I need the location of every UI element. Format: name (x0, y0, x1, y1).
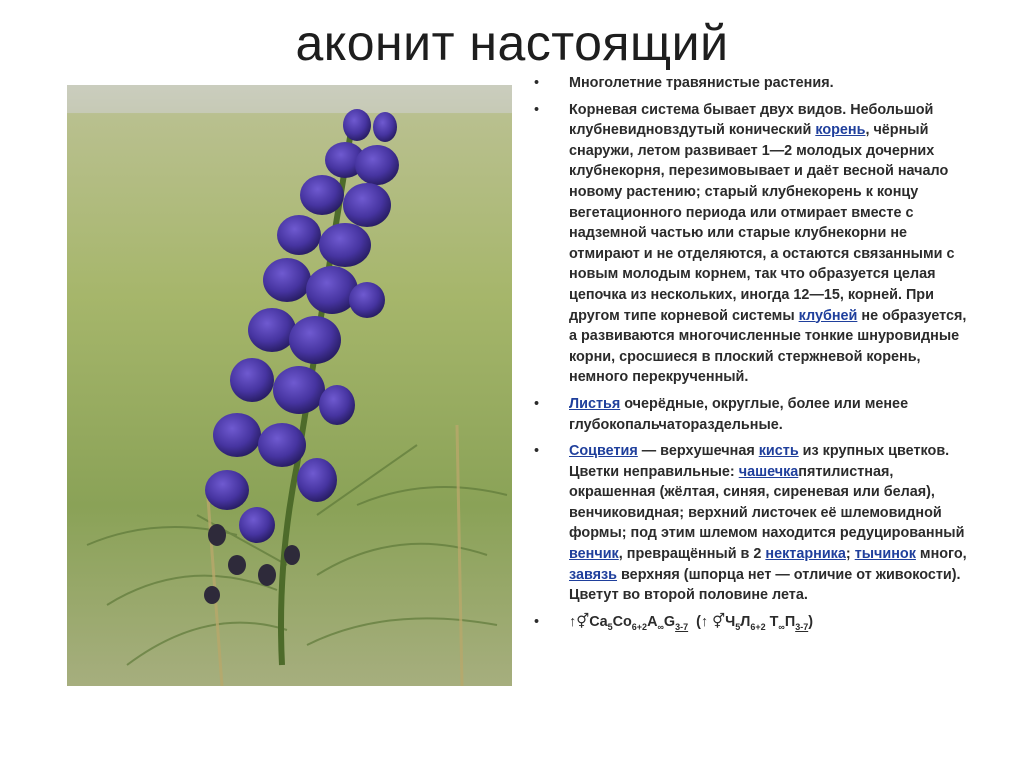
page-title: аконит настоящий (295, 15, 729, 71)
list-item (534, 441, 974, 606)
text-segment: , превращённый в 2 (618, 546, 766, 563)
description-list (534, 73, 974, 643)
formula-sub: 6+2 (750, 621, 766, 632)
link-tychinok[interactable]: тычинок (854, 546, 916, 563)
formula-sub: 6+2 (631, 621, 648, 632)
formula-sub: ∞ (778, 621, 785, 632)
bullet-marker: • (534, 75, 540, 91)
text-segment: верхняя (шпорца нет — отличие от живокости). Цветут во второй половине лета. (569, 566, 961, 604)
formula-part: ) (808, 613, 813, 630)
link-listya[interactable]: Листья (569, 395, 621, 412)
list-item (534, 73, 974, 94)
link-zavyaz[interactable]: завязь (569, 566, 618, 583)
text-segment: очерёдные, округлые, более или менее глубокопальчатораздельные. (569, 395, 909, 433)
text-segment: Многолетние травянистые растения. (569, 75, 834, 91)
formula-sub: 3-7 (675, 621, 689, 632)
link-venchik[interactable]: венчик (569, 546, 619, 563)
flower-formula (534, 612, 974, 637)
link-kist[interactable]: кисть (758, 443, 799, 460)
formula-part: ↑⚥Ca (569, 613, 608, 630)
formula-part: G (663, 613, 676, 630)
text-segment: из крупных цветков. Цветки неправильные: (569, 443, 950, 480)
link-chashechka[interactable]: чашечка (738, 463, 799, 480)
text-segment: — верхушечная (637, 443, 759, 460)
text-segment: ; (845, 546, 855, 563)
text-segment: , чёрный снаружи, летом развивает 1—2 молодых дочерних клубнекорня, перезимовывает и даёт весной начало новому растению; старый клубнекорень к концу вегетационного периода или отмирает вместе с надземной частью или старые клубнекорни не отмирают и не отделяются, а остаются связанными с новым молодым корнем, так что образуется целая цепочка из нескольких, иногда 12—15, корней. При другом типе корневой системы (569, 122, 955, 324)
text-segment: Корневая система бывает двух видов. Небольшой клубневидновздутый конический (569, 101, 934, 139)
formula-part: (↑ ⚥Ч (696, 613, 736, 630)
bullet-marker: • (534, 395, 540, 412)
bullet-marker: • (534, 443, 540, 460)
aconite-photo (67, 85, 512, 686)
formula-sub: ∞ (657, 621, 664, 632)
list-item (534, 394, 974, 435)
formula-part: A (647, 613, 658, 630)
link-koren[interactable]: корень (815, 122, 866, 139)
list-item (534, 100, 974, 388)
bullet-marker: • (534, 101, 540, 118)
text-segment: пятилистная, окрашенная (жёлтая, синяя, сиреневая или белая), венчиковидная; верхний листочек её шлемовидной формы; под этим шлемом находится редуцированный (569, 463, 965, 542)
formula-sub: 5 (735, 621, 741, 632)
bullet-marker: • (534, 613, 540, 630)
link-klubney[interactable]: клубней (798, 307, 858, 324)
formula-part: Co (612, 613, 632, 630)
text-segment: не образуется, а развиваются многочисленные тонкие шнуровидные корни, сросшиеся в плоский стержневой корень, немного перекрученный. (569, 307, 967, 386)
formula-part: П (784, 613, 796, 630)
link-nektarnika[interactable]: нектарника (765, 546, 846, 563)
formula-sub: 5 (607, 621, 613, 632)
formula-part: Т (765, 613, 779, 630)
formula-part: Л (740, 613, 751, 630)
formula-sub: 3-7 (795, 621, 809, 632)
link-socvetiya[interactable]: Соцветия (569, 443, 638, 460)
text-segment: много, (915, 546, 967, 563)
